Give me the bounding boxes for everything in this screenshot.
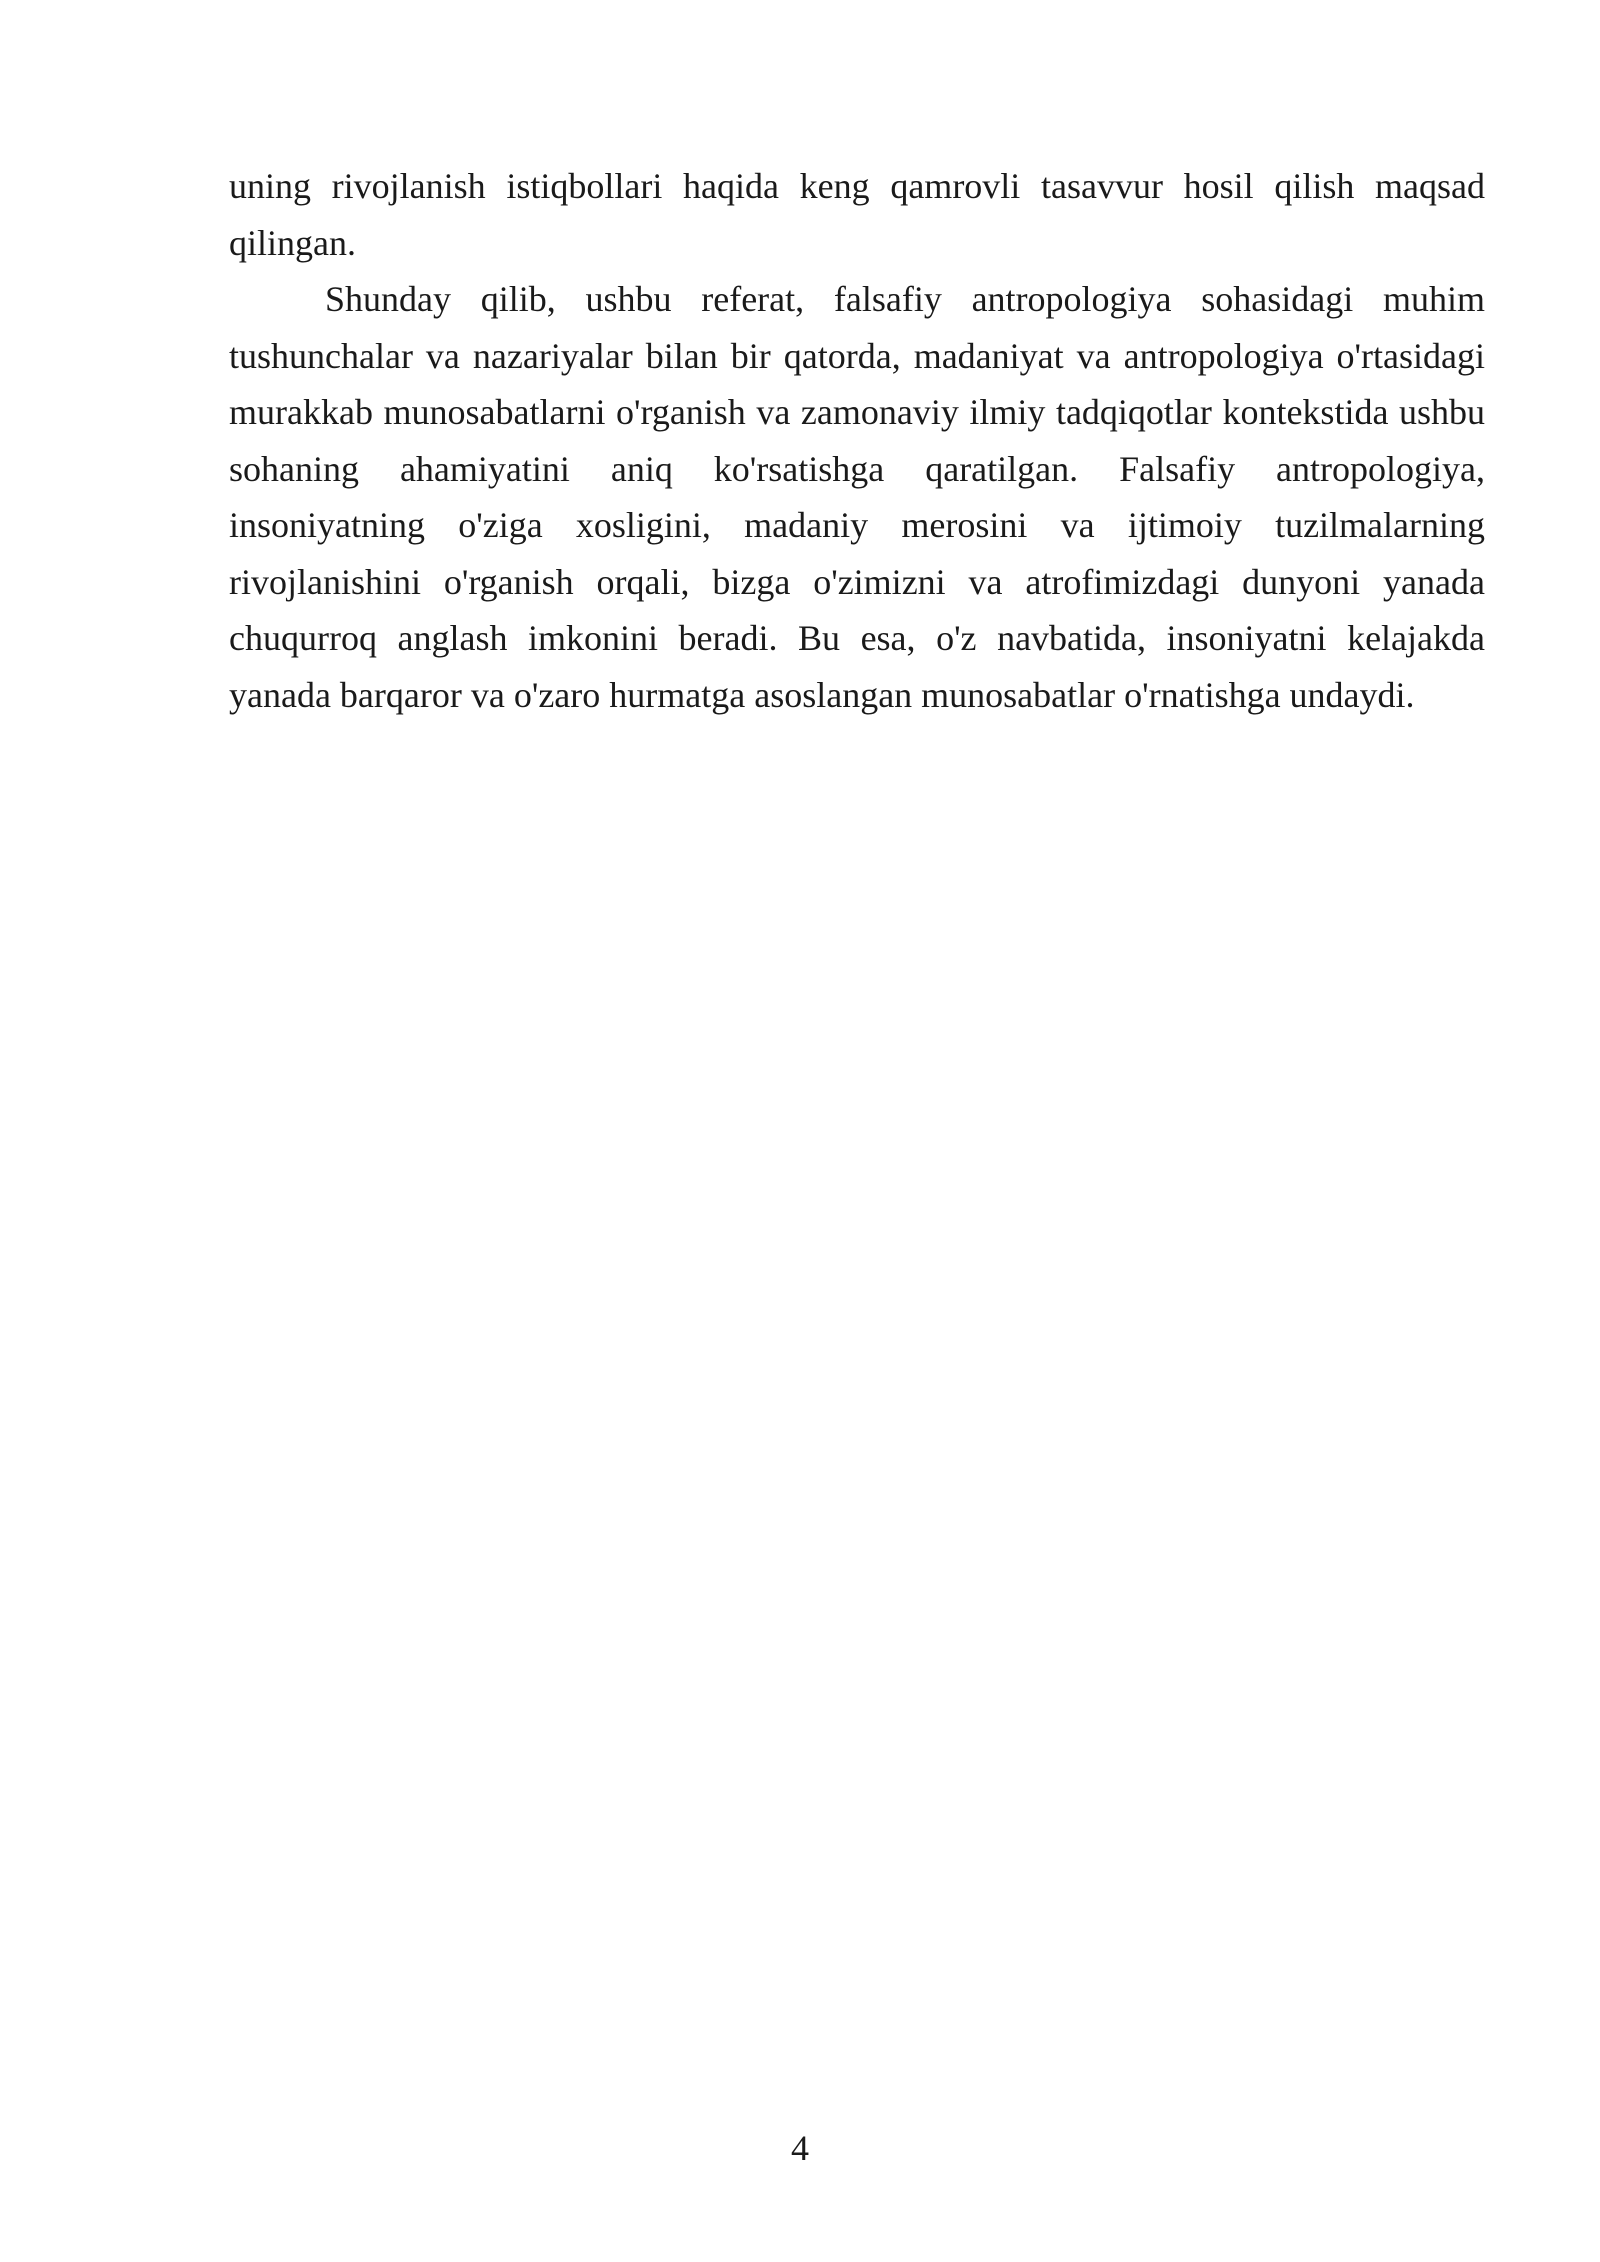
paragraph-conclusion: Shunday qilib, ushbu referat, falsafiy antropologiya sohasidagi muhim tushunchalar va nazariyalar bilan bir qatorda, madaniyat va antropologiya o'rtasidagi murakkab munosabatlarni o'rganish va zamonaviy ilmiy tadqiqotlar kontekstida ushbu sohaning ahamiyatini aniq ko'rsatishga qaratilgan. Falsafiy antropologiya, insoniyatning o'ziga xosligini, madaniy merosini va ijtimoiy tuzilmalarning rivojlanishini o'rganish orqali, bizga o'zimizni va atrofimizdagi dunyoni yanada chuqurroq anglash imkonini beradi. Bu esa, o'z navbatida, insoniyatni kelajakda yanada barqaror va o'zaro hurmatga asoslangan munosabatlar o'rnatishga undaydi. [229,279,1485,715]
body-text [229,158,1485,723]
page-number: 4 [791,2128,809,2168]
paragraph-continuation: uning rivojlanish istiqbollari haqida keng qamrovli tasavvur hosil qilish maqsad qilingan. [229,166,1485,263]
